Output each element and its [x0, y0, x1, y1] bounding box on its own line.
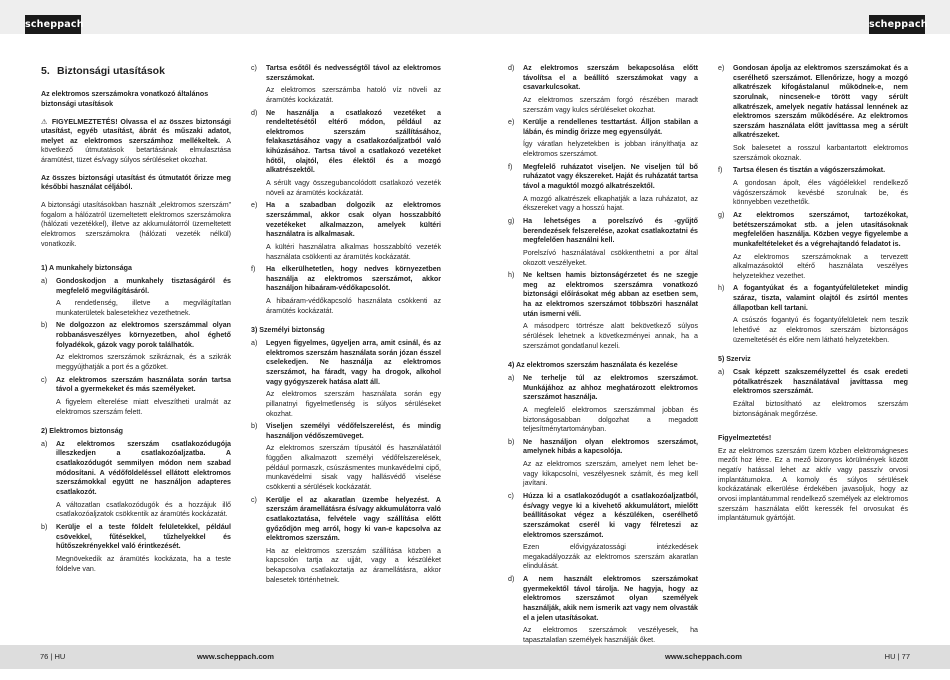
item-heading: Ne keltsen hamis biztonságérzetet és ne szegje meg az elektromos szerszámra vonatkozó biztonsági előírásokat még abban az esetben sem, ha az elektromos szerszámot többszöri használat után ismerni véli.: [523, 271, 698, 318]
item-text: Az elektromos szerszámoknak a tervezett alkalmazásoktól eltérő használata veszélyes helyzetekhez vezethet.: [733, 252, 908, 280]
item-text: Az elektromos szerszámok veszélyesek, ha tapasztalatlan személyek használják őket.: [523, 626, 698, 644]
item-heading: A nem használt elektromos szerszámokat gyermekektől távol tárolja. Ne hagyja, hogy az elektromos szerszámot olyan személyek használják, akik nem ismerik azt vagy nem olvasták el a jelen utasításokat.: [523, 575, 698, 622]
item-heading: Ne terhelje túl az elektromos szerszámot. Munkájához az ahhoz meghatározott elektromos szerszámot használja.: [523, 373, 698, 402]
item-text: Az elektromos szerszám használata során egy pillanatnyi figyelmetlenség is súlyos sérüléseket okozhat.: [266, 390, 441, 418]
item-label: c): [508, 491, 514, 500]
s4-item: [718, 64, 908, 166]
item-text: Az elektromos szerszám forgó részében maradt szerszám vagy kulcs sérüléseket okozhat.: [523, 95, 698, 114]
s5-title: 5) Szerviz: [718, 355, 751, 364]
scheppach-logo: scheppach: [25, 15, 81, 34]
item-text: Ezáltal biztosítható az elektromos szerszám biztonságának megőrzése.: [733, 399, 908, 418]
website-link-left[interactable]: www.scheppach.com: [197, 652, 274, 661]
column-1: [41, 64, 231, 577]
s4-item: [508, 492, 698, 575]
item-heading: Az elektromos szerszámot, tartozékokat, betétszerszámokat stb. a jelen utasításoknak megfelelően használja. Közben vegye figyelembe a munkafeltételeket és a végrehajtandó feladatot is.: [733, 210, 908, 248]
item-label: e): [251, 201, 258, 210]
s4-item: [718, 284, 908, 348]
s4-item: [508, 575, 698, 648]
item-heading: Gondosan ápolja az elektromos szerszámokat és a cserélhető szerszámot. Ellenőrizze, hogy a mozgó alkatrészek kifogástalanul működnek-e, nem szorulnak, nincsenek-e törött vagy sérült alkatrészek, amelyek negatív hatással lennének az elektromos szerszám működésére. Az elektromos szerszám használata előtt javíttassa meg a sérült alkatrészeket.: [733, 64, 908, 140]
item-label: b): [251, 422, 258, 431]
item-text: Megnövekedik az áramütés kockázata, ha a teste földelve van.: [56, 554, 231, 573]
page-number-right: HU | 77: [884, 652, 910, 661]
item-text: A figyelem elterelése miatt elveszítheti uralmát az elektromos szerszám felett.: [56, 397, 231, 416]
item-label: g): [718, 210, 725, 219]
item-label: a): [718, 367, 725, 376]
item-label: b): [41, 522, 48, 531]
s4-item: [508, 374, 698, 438]
item-heading: Húzza ki a csatlakozódugót a csatlakozóaljzatból, és/vagy vegye ki a kivehető akkumulátort, mielőtt beállításokat végez a készüléken, cserélhető szerszámokat cserél ki vagy félreteszi az elektromos szerszámot.: [523, 491, 698, 539]
item-heading: Az elektromos szerszám bekapcsolása előtt távolítsa el a beállító szerszámokat vagy a csavarkulcsokat.: [523, 64, 698, 92]
item-text: Az elektromos szerszámok szikráznak, és a szikrák meggyújthatják a port és a gőzöket.: [56, 353, 231, 371]
item-label: f): [508, 162, 513, 171]
item-label: f): [718, 166, 723, 175]
s4-item: [718, 166, 908, 211]
s4-item: [508, 438, 698, 492]
item-text: Az az elektromos szerszám, amelyet nem lehet be- vagy kikapcsolni, veszélyesnek számít, és meg kell javítani.: [523, 460, 698, 488]
item-heading: Tartsa élesen és tisztán a vágószerszámokat.: [733, 166, 886, 175]
item-label: b): [508, 437, 515, 446]
header-bar-right: [475, 0, 950, 34]
scheppach-logo-right: scheppach: [869, 15, 925, 34]
item-label: a): [41, 439, 48, 448]
item-text: A rendetlenség, illetve a megvilágítatlan munkaterületek balesetekhez vezethetnek.: [56, 299, 231, 317]
item-heading: Ha lehetséges a porelszívó és -gyűjtő berendezések felszerelése, azokat csatlakoztatni és megfelelően használni kell.: [523, 216, 698, 245]
item-text: A változatlan csatlakozódugók és a hozzájuk illő csatlakozóaljzatok csökkentik az áramütés kockázatát.: [56, 500, 231, 519]
item-heading: Kerülje el a teste földelt felületekkel, például csövekkel, fűtésekkel, tűzhelyekkel és hűtőszekrényekkel való érintkezését.: [56, 522, 231, 551]
item-label: f): [251, 265, 256, 274]
item-text: Így váratlan helyzetekben is jobban irányíthatja az elektromos szerszámot.: [523, 140, 698, 159]
item-text: Az elektromos szerszámba hatoló víz növeli az áramütés kockázatát.: [266, 86, 441, 104]
item-text: Ezen elővigyázatossági intézkedések megakadályozzák az elektromos szerszám akaratlan elindulását.: [523, 543, 698, 571]
s3-item: [508, 163, 698, 217]
column-3: [508, 64, 698, 649]
s3-item: [508, 64, 698, 118]
item-text: Ha az elektromos szerszám szállítása közben a kapcsolón tartja az ujját, vagy a készüléket bekapcsolva csatlakoztatja az áramellátásra, akkor balesetek történhetnek.: [266, 546, 441, 584]
header-bar-left: [0, 0, 475, 34]
item-label: c): [41, 375, 47, 384]
column-4: [718, 64, 908, 527]
s3-title: 3) Személyi biztonság: [251, 326, 325, 335]
final-warning-title: Figyelmeztetés!: [718, 434, 772, 443]
s4-title: 4) Az elektromos szerszám használata és kezelése: [508, 361, 678, 370]
item-text: A másodperc törtrésze alatt bekövetkező súlyos sérülések lehetnek a következményei annak, ha a szerszámot gondatlanul kezeli.: [523, 322, 698, 350]
item-heading: Ne használja a csatlakozó vezetéket a rendeltetésétől eltérő módon, például az elektromos szerszám szállításához, felakasztásához vagy a csatlakozóaljzatból való kihúzásához. Tartsa távol a csatlakozó vezetéket hőtől, olajtól, éles élektől és a mozgó alkatrészektől.: [266, 108, 441, 175]
s5-item: [718, 368, 908, 422]
item-heading: Kerülje el az akaratlan üzembe helyezést. A szerszám áramellátásra és/vagy akkumulátorra való csatlakoztatása, felvétele vagy szállítása előtt győződjön meg arról, hogy ki van-e kapcsolva az elektromos szerszám.: [266, 495, 441, 543]
s2-title: 2) Elektromos biztonság: [41, 427, 123, 436]
item-label: a): [41, 276, 48, 285]
page-number-left: 76 | HU: [40, 652, 66, 661]
item-heading: Viseljen személyi védőfelszerelést, és mindig használjon védőszemüveget.: [266, 422, 441, 440]
keep-instructions: Az összes biztonsági utasítást és útmutatót őrizze meg későbbi használat céljából.: [41, 173, 231, 192]
s2-item: [251, 265, 441, 319]
s2-item: [251, 109, 441, 202]
s3-item: [508, 217, 698, 271]
item-label: e): [718, 64, 725, 72]
item-text: A hibaáram-védőkapcsoló használata csökkenti az áramütés kockázatát.: [266, 297, 441, 315]
item-heading: Tartsa esőtől és nedvességtől távol az elektromos szerszámokat.: [266, 64, 441, 82]
intro-heading: Az elektromos szerszámokra vonatkozó általános biztonsági utasítások: [41, 90, 209, 108]
item-text: Az elektromos szerszám típusától és használatától függően alkalmazott személyi védőfelszerelések, például pormaszk, csúszásmentes munkavédelmi cipő, munkavédelmi sisak vagy hallásvédő viselése csökkenti a sérülések kockázatát.: [266, 444, 441, 491]
s2-item: [251, 201, 441, 265]
item-text: Sok balesetet a rosszul karbantartott elektromos szerszámok okoznak.: [733, 144, 908, 162]
item-text: A gondosan ápolt, éles vágóélekkel rendelkező vágószerszámok kevésbé szorulnak be, és könnyebben vezethetők.: [733, 179, 908, 207]
s2-item: [41, 523, 231, 577]
s3-item: [251, 422, 441, 495]
footer-left: [0, 645, 475, 669]
s2-item: [251, 64, 441, 109]
item-heading: Kerülje a rendellenes testtartást. Álljon stabilan a lábán, és mindig őrizze meg egyensúlyát.: [523, 118, 698, 136]
item-heading: Megfelelő ruházatot viseljen. Ne viseljen túl bő ruházatot vagy ékszereket. Haját és ruházatát tartsa távol a maguktól mozgó alkatrészektől.: [523, 162, 698, 191]
s2-item: [41, 440, 231, 523]
item-heading: Legyen figyelmes, ügyeljen arra, amit csinál, és az elektromos szerszám használata során józan ésszel cselekedjen. Ne használja az elektromos szerszámot, ha fáradt, vagy ha drogok, alkohol vagy gyógyszerek hatása alatt áll.: [266, 339, 441, 386]
s1-item: [41, 376, 231, 421]
s1-title: 1) A munkahely biztonsága: [41, 264, 132, 273]
item-text: A sérült vagy összegubancolódott csatlakozó vezeték növeli az áramütés kockázatát.: [266, 179, 441, 197]
item-text: A megfelelő elektromos szerszámmal jobban és biztonságosabban dolgozhat a megadott teljesítménytartományban.: [523, 405, 698, 434]
s1-item: [41, 321, 231, 375]
section-title: 5. Biztonsági utasítások: [41, 65, 165, 77]
item-text: Porelszívó használatával csökkenthetni a por által okozott veszélyeket.: [523, 248, 698, 267]
s3-item: [508, 271, 698, 354]
website-link-right[interactable]: www.scheppach.com: [665, 652, 742, 661]
term-definition: A biztonsági utasításokban használt „elektromos szerszám” fogalom a hálózatról üzemeltetett elektromos szerszámokra (hálózati vezetékkel), illetve az akkumulátorról üzemeltetett elektromos szerszámokra (hálózati vezeték nélkül) vonatkozik.: [41, 201, 231, 248]
item-heading: Ne használjon olyan elektromos szerszámot, amelynek hibás a kapcsolója.: [523, 437, 698, 456]
s3-item: [251, 496, 441, 589]
item-heading: Ne dolgozzon az elektromos szerszámmal olyan robbanásveszélyes környezetben, ahol éghető folyadékok, gázok vagy porok találhatók.: [56, 321, 231, 349]
item-label: c): [251, 495, 257, 504]
s3-item: [251, 339, 441, 422]
item-heading: Gondoskodjon a munkahely tisztaságáról és megfelelő megvilágításáról.: [56, 276, 231, 295]
s4-item: [718, 211, 908, 284]
item-text: A mozgó alkatrészek elkaphatják a laza ruházatot, az ékszereket vagy a hosszú hajat.: [523, 194, 698, 213]
item-label: g): [508, 216, 515, 225]
item-label: h): [718, 284, 725, 293]
warning-triangle-icon: ⚠: [41, 117, 48, 126]
item-heading: Az elektromos szerszám használata során tartsa távol a gyermekeket és más személyeket.: [56, 375, 231, 394]
item-label: d): [508, 64, 515, 72]
general-warning: ⚠ FIGYELMEZTETÉS! Olvassa el az összes biztonsági utasítást, egyéb utasítást, ábrát és műszaki adatot, melyet az elektromos szerszámhoz mellékeltek. A következő útmutatások betartásának elmulasztása áramütést, tüzet és/vagy súlyos sérüléseket okozhat.: [41, 117, 231, 165]
item-label: d): [251, 108, 258, 117]
item-heading: Ha elkerülhetetlen, hogy nedves környezetben használja az elektromos szerszámot, akkor használjon hibaáram-védőkapcsolót.: [266, 265, 441, 293]
s3-item: [508, 118, 698, 163]
column-2: [251, 64, 441, 588]
item-label: h): [508, 271, 515, 280]
item-text: A kültéri használatra alkalmas hosszabbító vezeték használata csökkenti az áramütés kockázatát.: [266, 242, 441, 261]
final-warning-text: Ez az elektromos szerszám üzem közben elektromágneses mezőt hoz létre. Ez a mező bizonyos körülmények között negatív hatással lehet az aktív vagy passzív orvosi implantátumokra. A komoly és súlyos sérülések kockázatának elkerülése érdekében javasoljuk, hogy az orvosi implantátummal rendelkező személyek az elektromos szerszám használata előtt keressék fel orvosukat és implantátumuk gyártóját.: [718, 446, 908, 523]
item-label: c): [251, 64, 257, 72]
item-label: b): [41, 321, 48, 330]
s1-item: [41, 277, 231, 322]
item-heading: A fogantyúkat és a fogantyúfelületeket mindig száraz, tiszta, valamint olajtól és zsírtól mentes állapotban kell tartani.: [733, 284, 908, 312]
item-heading: Ha a szabadban dolgozik az elektromos szerszámmal, akkor csak olyan hosszabbító vezetékeket alkalmazzon, amelyek kültéri használatra is alkalmasak.: [266, 201, 441, 239]
item-label: d): [508, 575, 515, 584]
item-label: e): [508, 118, 515, 127]
item-label: a): [251, 339, 258, 348]
item-label: a): [508, 373, 515, 382]
footer-right: [475, 645, 950, 669]
item-text: A csúszós fogantyú és fogantyúfelületek nem teszik lehetővé az elektromos szerszám biztonságos üzemeltetését és előre nem látható helyzetekben.: [733, 316, 908, 344]
item-heading: Az elektromos szerszám csatlakozódugója illeszkedjen a csatlakozóaljzatba. A csatlakozódugót semmilyen módon nem szabad módosítani. A védőföldeléssel ellátott elektromos szerszámokkal együtt ne használjon adapteres csatlakozót.: [56, 439, 231, 497]
item-heading: Csak képzett szakszemélyzettel és csak eredeti pótalkatrészek használatával javíttassa meg elektromos szerszámát.: [733, 367, 908, 396]
